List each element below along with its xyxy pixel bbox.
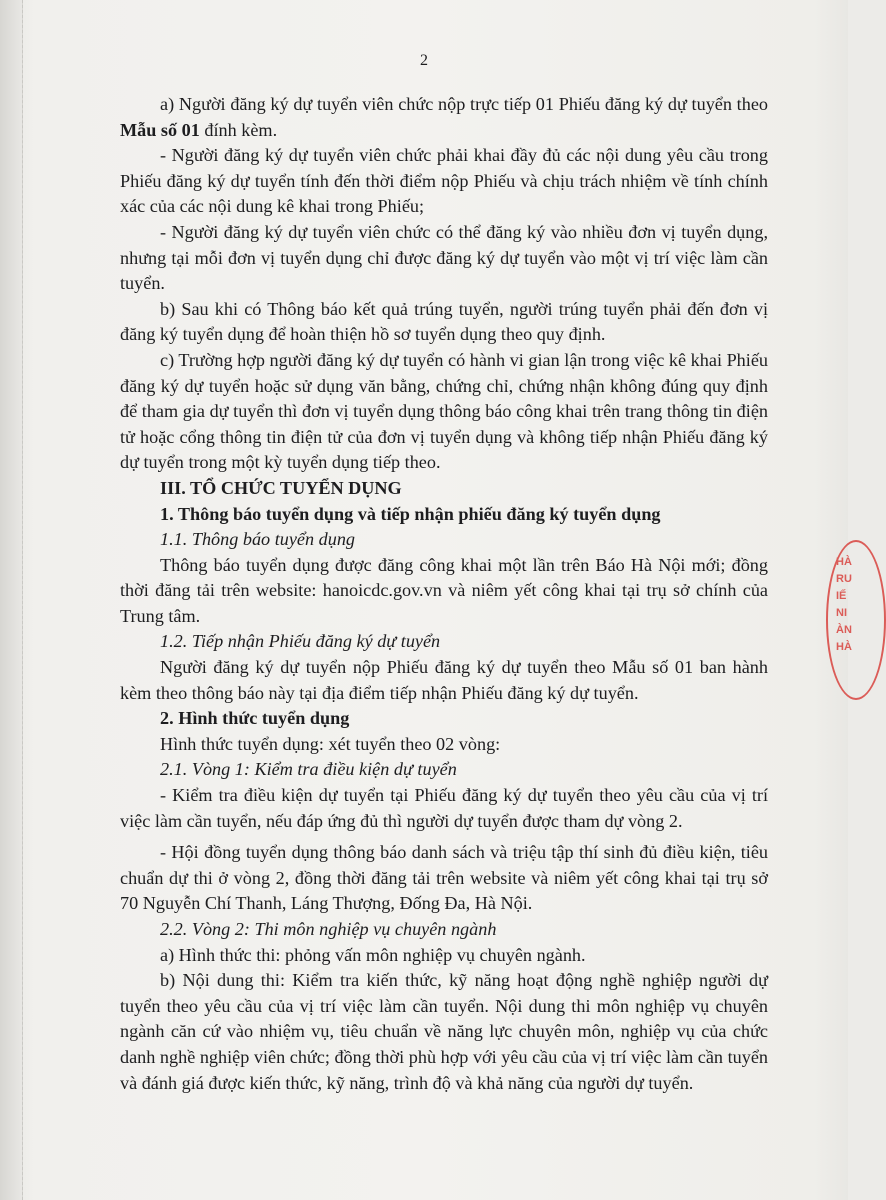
section-heading-2: 2. Hình thức tuyển dụng (160, 708, 350, 729)
stamp-line: HÀ (836, 641, 852, 653)
subsection-heading-2-2: 2.2. Vòng 2: Thi môn nghiệp vụ chuyên ngành (160, 919, 497, 939)
section-heading-3: III. TỔ CHỨC TUYỂN DỤNG (160, 477, 402, 498)
paragraph-2: Hình thức tuyển dụng: xét tuyển theo 02 vòng: (160, 733, 501, 754)
paragraph-dash-1: - Người đăng ký dự tuyển viên chức phải khai đầy đủ các nội dung yêu cầu trong Phiếu đăng ký dự tuyển tính đến thời điểm nộp Phiếu và chịu trách nhiệm về tính chính xác của các nội dung kê khai trong Phiếu; (120, 145, 768, 217)
paragraph-1-2: Người đăng ký dự tuyển nộp Phiếu đăng ký dự tuyển theo Mẫu số 01 ban hành kèm theo thông báo này tại địa điểm tiếp nhận Phiếu đăng ký dự tuyển. (120, 657, 768, 703)
page-number: 2 (420, 52, 428, 69)
paragraph-dash-2: - Người đăng ký dự tuyển viên chức có thể đăng ký vào nhiều đơn vị tuyển dụng, nhưng tại mỗi đơn vị tuyển dụng chỉ được đăng ký dự tuyển vào một vị trí việc làm cần tuyển. (120, 221, 768, 294)
paragraph-2-2-b: b) Nội dung thi: Kiểm tra kiến thức, kỹ năng hoạt động nghề nghiệp người dự tuyển theo yêu cầu của vị trí việc làm cần tuyển. Nội dung thi môn nghiệp vụ chuyên ngành căn cứ vào nhiệm vụ, tiêu chuẩn về năng lực chuyên môn, nghiệp vụ của chức danh nghề nghiệp viên chức; đồng thời phù hợp với yêu cầu của vị trí việc làm cần tuyển và đánh giá được kiến thức, kỹ năng, trình độ và khả năng của người dự tuyển. (120, 970, 768, 1093)
paragraph-b: b) Sau khi có Thông báo kết quả trúng tuyển, người trúng tuyển phải đến đơn vị đăng ký tuyển dụng để hoàn thiện hồ sơ tuyển dụng theo quy định. (120, 298, 768, 345)
red-seal-stamp (826, 540, 886, 700)
subsection-heading-2-1: 2.1. Vòng 1: Kiểm tra điều kiện dự tuyển (160, 759, 457, 780)
subsection-heading-1-2: 1.2. Tiếp nhận Phiếu đăng ký dự tuyển (160, 631, 441, 652)
paragraph-2-1-dash-1: - Kiểm tra điều kiện dự tuyển tại Phiếu đăng ký dự tuyển theo yêu cầu của vị trí việc làm cần tuyển, nếu đáp ứng đủ thì người dự tuyển được tham dự vòng 2. (120, 785, 768, 831)
stamp-line: ÀN (836, 624, 852, 636)
section-heading-1: 1. Thông báo tuyển dụng và tiếp nhận phiếu đăng ký tuyển dụng (160, 503, 661, 524)
paragraph-1-1: Thông báo tuyển dụng được đăng công khai một lần trên Báo Hà Nội mới; đồng thời đăng tải trên website: hanoicdc.gov.vn và niêm yết công khai tại trụ sở chính của Trung tâm. (120, 554, 768, 626)
stamp-line: IẾ (836, 590, 847, 602)
subsection-heading-1-1: 1.1. Thông báo tuyển dụng (160, 529, 356, 550)
form-reference: Mẫu số 01 (120, 119, 200, 140)
stamp-line: RU (836, 573, 852, 585)
paragraph-a-text: a) Người đăng ký dự tuyển viên chức nộp trực tiếp 01 Phiếu đăng ký dự tuyển theo (160, 94, 768, 114)
paragraph-c: c) Trường hợp người đăng ký dự tuyển có hành vi gian lận trong việc kê khai Phiếu đăng ký dự tuyển hoặc sử dụng văn bằng, chứng chỉ, chứng nhận không đúng quy định để tham gia dự tuyển thì đơn vị tuyển dụng thông báo công khai trên trang thông tin điện tử hoặc cổng thông tin điện tử của đơn vị tuyển dụng và không tiếp nhận Phiếu đăng ký dự tuyển trong một kỳ tuyển dụng tiếp theo. (120, 349, 768, 473)
stamp-line: HÀ (836, 556, 852, 568)
stamp-line: NI (836, 607, 847, 619)
paragraph-2-2-a: a) Hình thức thi: phỏng vấn môn nghiệp vụ chuyên ngành. (160, 944, 586, 965)
document-body (120, 92, 768, 1096)
binding-edge (0, 0, 23, 1200)
paragraph-2-1-dash-2: - Hội đồng tuyển dụng thông báo danh sách và triệu tập thí sinh đủ điều kiện, tiêu chuẩn dự thi ở vòng 2, đồng thời đăng tải trên website và niêm yết công khai tại trụ sở 70 Nguyễn Chí Thanh, Láng Thượng, Đống Đa, Hà Nội. (120, 842, 768, 914)
paragraph-a (120, 92, 768, 143)
paragraph-a-tail: đính kèm. (204, 119, 278, 140)
